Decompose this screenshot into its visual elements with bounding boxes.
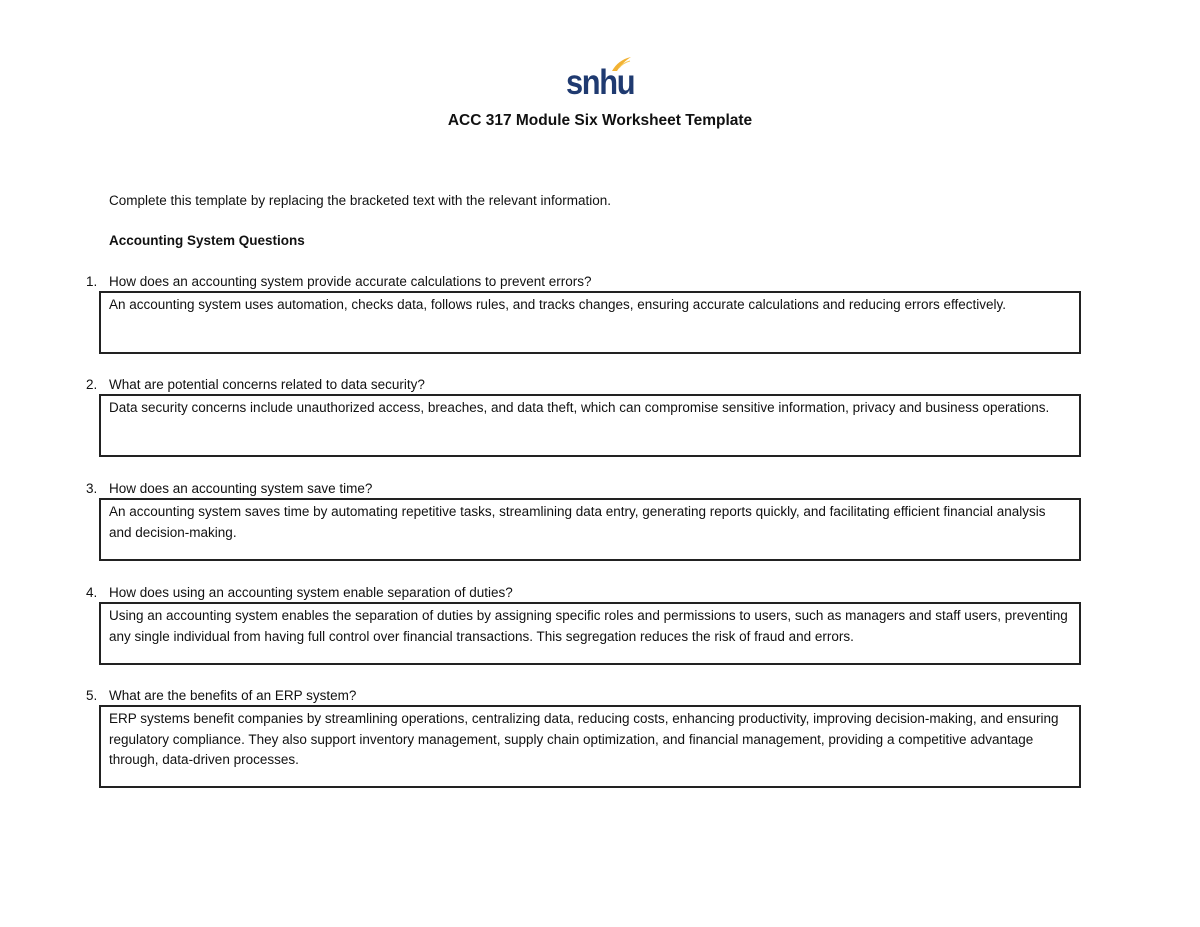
page-title: ACC 317 Module Six Worksheet Template: [447, 112, 753, 129]
question-number: 2.: [86, 377, 98, 392]
answer-box-3[interactable]: An accounting system saves time by automating repetitive tasks, streamlining data entry, generating reports quickly, and facilitating efficient financial analysis and decision-making.: [99, 498, 1081, 561]
question-number: 4.: [86, 585, 98, 600]
instructions-text: Complete this template by replacing the bracketed text with the relevant information.: [109, 193, 612, 208]
question-text: How does using an accounting system enable separation of duties?: [109, 585, 513, 600]
answer-box-2[interactable]: Data security concerns include unauthorized access, breaches, and data theft, which can compromise sensitive information, privacy and business operations.: [99, 394, 1081, 457]
question-text: How does an accounting system provide accurate calculations to prevent errors?: [109, 274, 592, 289]
answer-box-5[interactable]: ERP systems benefit companies by streamlining operations, centralizing data, reducing costs, enhancing productivity, improving decision-making, and ensuring regulatory compliance. They also support inventory management, supply chain optimization, and financial management, providing a competitive advantage through, data-driven processes.: [99, 705, 1081, 788]
snhu-logo: [566, 56, 635, 102]
question-number: 5.: [86, 688, 98, 703]
question-number: 3.: [86, 481, 98, 496]
section-heading: Accounting System Questions: [109, 233, 305, 248]
question-text: What are potential concerns related to data security?: [109, 377, 425, 392]
question-number: 1.: [86, 274, 98, 289]
question-text: How does an accounting system save time?: [109, 481, 373, 496]
answer-box-1[interactable]: An accounting system uses automation, checks data, follows rules, and tracks changes, ensuring accurate calculations and reducing errors effectively.: [99, 291, 1081, 354]
logo-wordmark: snhu: [566, 63, 635, 102]
question-text: What are the benefits of an ERP system?: [109, 688, 357, 703]
answer-box-4[interactable]: Using an accounting system enables the separation of duties by assigning specific roles and permissions to users, such as managers and staff users, preventing any single individual from having full control over financial transactions. This segregation reduces the risk of fraud and errors.: [99, 602, 1081, 665]
